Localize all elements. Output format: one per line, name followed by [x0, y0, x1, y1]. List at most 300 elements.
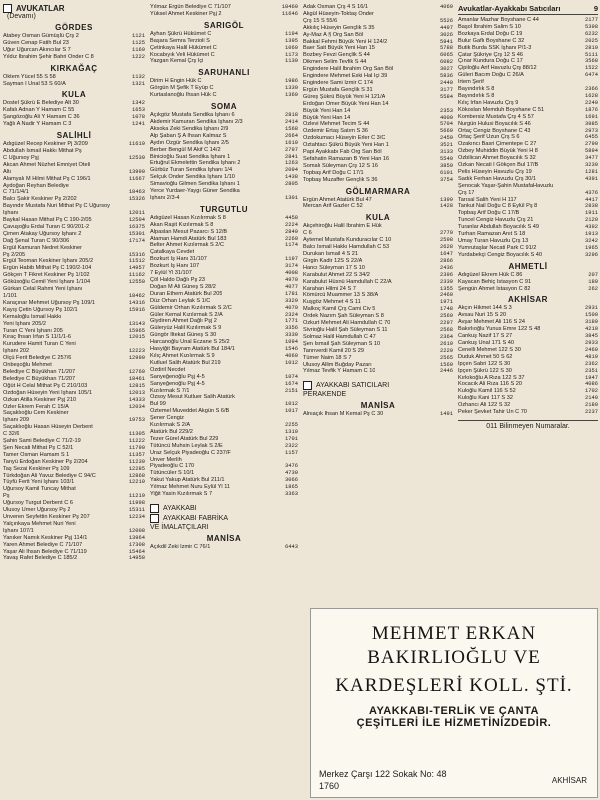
listing-name: Akdemir Kamuran Sendika İşhanı 2/3: [150, 118, 243, 125]
listing-name: Ergül Teoman Keskiner İşhanı 205/2: [3, 258, 94, 265]
listing-name: İrtem Şerif: [458, 79, 484, 86]
listing-phone: 4810: [585, 353, 598, 360]
listing-row: [303, 230, 453, 237]
listing-row: [303, 299, 453, 306]
listing-name: Atatürk Bul 229/2: [150, 428, 193, 435]
listing-name: Kutluel Salih Atatürk Bul 219: [150, 359, 221, 366]
listing-phone: 14957: [128, 265, 145, 272]
listing-phone: [143, 341, 145, 348]
listing-phone: [596, 183, 598, 190]
listing-row: [150, 119, 298, 126]
listing-row: [458, 340, 598, 347]
listing-row: [3, 272, 145, 279]
listing-phone: 3859: [440, 162, 453, 169]
listing-phone: 2436: [440, 264, 453, 271]
listing-phone: 3845: [585, 333, 598, 340]
listing-row: [3, 245, 145, 252]
listing-phone: [451, 223, 453, 230]
listing-phone: 3026: [440, 31, 453, 38]
listing-phone: 6065: [440, 52, 453, 59]
listing-row: [303, 362, 453, 369]
listing-name: Sayman İ Ünal 53 S 60/A: [3, 80, 66, 87]
listing-name: Düz Orhan Leylak S 1/C: [150, 297, 211, 304]
listing-row: [303, 80, 453, 87]
listing-row: [150, 38, 298, 45]
listing-name: Çınar Kundura Doğu C 17: [458, 58, 523, 65]
listing-row: [458, 72, 598, 79]
advertisement-box: [310, 608, 598, 798]
listing-phone: [296, 188, 298, 195]
listing-row: [3, 176, 145, 183]
ad-company-line-1: MEHMET ERKAN: [371, 623, 537, 644]
listing-phone: 1911: [585, 210, 598, 217]
listing-phone: 6474: [585, 72, 598, 79]
listing-name: Turhan Ramazan Anıt S 18: [458, 231, 526, 238]
listing-row: [458, 58, 598, 65]
listing-phone: 2805: [285, 181, 298, 188]
page-number: 9: [593, 4, 598, 13]
listing-name: Özakıncı Basri Çimentepe C 27: [458, 141, 537, 148]
listing-name: Saçaklıoğlu Cem Keskiner: [3, 410, 69, 417]
listing-row: [150, 249, 298, 256]
listing-phone: 3189: [585, 319, 598, 326]
listing-row: [458, 38, 598, 45]
listing-name: Turan C Yeni İşhanı 205: [3, 327, 63, 334]
listing-name: Akcan Ahmet Nüzhet Emniyet Oteli: [3, 161, 91, 168]
listing-phone: 5540: [440, 155, 453, 162]
section-title: SARUHANLI: [198, 68, 250, 78]
section-title: KULA: [61, 90, 87, 100]
listing-phone: 4497: [440, 24, 453, 31]
listing-phone: 1169: [132, 46, 145, 53]
listing-phone: 11667: [128, 175, 145, 182]
listing-name: Göküsoğlu Cemil Yeni İşhanı 1/104: [3, 279, 91, 286]
listing-row: [150, 181, 298, 188]
listing-name: Dikmen Selim Tevfik S 44: [303, 59, 367, 66]
listing-row: [303, 87, 453, 94]
listing-name: İşhanı 202: [3, 348, 30, 355]
listing-row: [458, 347, 598, 354]
listing-phone: 2440: [440, 79, 453, 86]
listing-phone: 15916: [128, 306, 145, 313]
listing-row: [3, 521, 145, 528]
listing-name: Avsau Nuri 15 S 20: [458, 312, 507, 319]
listing-phone: 1395: [285, 37, 298, 44]
listing-row: [3, 107, 145, 114]
category-item: [150, 504, 298, 513]
listing-phone: [143, 424, 145, 431]
listing-name: Aksoka Zeki Sendika İşhanı 2/9: [150, 125, 229, 132]
listing-phone: 1078: [132, 114, 145, 121]
listing-name: Piyadeoğlu C 170: [150, 463, 195, 470]
listing-name: Hasyiğit Bayram Atatürk Bul 184/1: [150, 346, 235, 353]
listing-name: Şenocak Yaşar-Şahin MustafaHavuzlu: [458, 182, 554, 189]
listing-phone: 1522: [585, 65, 598, 72]
listing-phone: [143, 410, 145, 417]
listing-phone: [296, 394, 298, 401]
listing-name: İpçen Şükrü 122 S 30: [458, 367, 512, 374]
listing-row: [458, 141, 598, 148]
listing-phone: 1546: [285, 346, 298, 353]
listing-name: Aydın Özgür Sendika İşhanı 2/5: [150, 139, 229, 146]
listing-name: Çöl Haldo Dağlı Pş 23: [150, 277, 206, 283]
listing-name: Görgün M Şefik T Eyüp C: [150, 85, 214, 92]
listing-phone: 2818: [285, 112, 298, 119]
listing-phone: [451, 11, 453, 18]
category-item: [303, 381, 453, 390]
listing-name: Kökoslan Memduh Boyshane C 51: [458, 106, 545, 113]
listing-phone: [143, 162, 145, 169]
listing-row: [150, 436, 298, 443]
listing-row: [3, 114, 145, 121]
listing-phone: [143, 245, 145, 252]
listing-row: [150, 126, 298, 133]
listing-phone: 17308: [128, 541, 145, 548]
listing-name: Sefahatin Ramazan B Yeni Han 16: [303, 155, 390, 162]
listing-row: [3, 438, 145, 445]
listing-row: [303, 115, 453, 122]
listing-row: [3, 265, 145, 272]
listing-phone: 1263: [285, 160, 298, 167]
listing-row: [458, 305, 598, 312]
listing-name: Ergün Habib Mithat Pş C 190/2-104: [3, 265, 92, 272]
listing-phone: 12015: [128, 334, 145, 341]
listing-row: [150, 229, 298, 236]
listing-phone: 4008: [285, 270, 298, 277]
listing-row: [3, 507, 145, 514]
ad-tagline-2: ÇEŞİTLERİ İLE HİZMETİNİZDEDİR.: [356, 717, 552, 729]
listing-name: Bulur Gaflı Boyshane C 32: [458, 37, 525, 44]
listing-name: Öğüt H Celal Mithat Pş C 210/103: [3, 382, 88, 389]
listing-name: C 71/1/4/1: [3, 189, 29, 196]
listing-row: [150, 353, 298, 360]
listing-row: [3, 493, 145, 500]
listing-phone: 1569: [440, 361, 453, 368]
listing-phone: 4730: [285, 470, 298, 477]
listing-row: [458, 183, 598, 190]
listing-name: Amanlar Mazhar Boyshane C 44: [458, 17, 539, 23]
listing-row: [458, 402, 598, 409]
listing-name: Altı: [3, 168, 12, 175]
listing-name: Akçehiroğlu Halil İbrahim E Hük: [303, 223, 382, 230]
listing-phone: 4069: [440, 4, 453, 10]
listing-phone: 12234: [128, 514, 145, 520]
listing-row: [458, 368, 598, 375]
listing-name: Bozkaya Erdal Doğu C 19: [458, 30, 523, 37]
listing-row: [3, 183, 145, 190]
listing-row: [150, 401, 298, 408]
listing-name: Akkılıç Hüseyin Gençlik S 35: [303, 24, 375, 31]
listing-phone: 3985: [585, 120, 598, 127]
listing-phone: 1130: [285, 58, 298, 65]
section-title: KULA: [365, 213, 391, 223]
listing-row: [303, 320, 453, 327]
listing-name: Şengün Ahmet İstasyon C 82: [458, 285, 531, 292]
listing-name: Kombersiz Mustafa Çrş 4 S 57: [458, 113, 534, 120]
listing-phone: 1428: [440, 203, 453, 210]
listing-name: Kayış Çetin Uğursoy Pş 102/1: [3, 306, 78, 313]
listing-phone: 18462: [128, 293, 145, 299]
listing-row: [303, 292, 453, 299]
listing-row: [150, 332, 298, 339]
listing-row: [458, 24, 598, 31]
listing-phone: 1330: [285, 85, 298, 92]
listing-row: [3, 210, 145, 217]
listing-phone: 2224: [285, 221, 298, 228]
listing-phone: 2396: [440, 271, 453, 278]
listing-row: [303, 411, 453, 418]
listing-row: [458, 148, 598, 155]
listing-phone: 3754: [440, 176, 453, 183]
listing-phone: 12868: [128, 472, 145, 479]
listing-phone: 11219: [128, 493, 145, 500]
listing-phone: [143, 486, 145, 493]
listing-phone: 1355: [440, 285, 453, 292]
listing-name: Umay Turan Havuzlu Çrş 13: [458, 238, 529, 244]
listing-row: [458, 375, 598, 382]
listing-row: [150, 92, 298, 99]
listing-name: C 6: [303, 230, 312, 237]
listing-row: [3, 162, 145, 169]
listing-row: [303, 177, 453, 184]
listing-phone: 2364: [440, 333, 453, 340]
listing-name: Belediye C Büyükhan 71/207: [3, 375, 76, 382]
listing-phone: 2770: [440, 230, 453, 237]
listing-row: [150, 45, 298, 52]
listing-name: Adak Osman Çrş 4 S 16/1: [303, 4, 368, 10]
listing-row: [458, 326, 598, 333]
listing-phone: 1012: [285, 359, 298, 366]
listing-row: [458, 190, 598, 197]
listing-name: Güven Cenap Fatih Bul 23: [3, 39, 69, 46]
listing-name: Duran Ethem Atatürk Bul 205: [150, 290, 223, 297]
listing-phone: 13143: [128, 320, 145, 327]
listing-name: Ertuğrul Ekmelettin Sendika İşhanı 2: [150, 160, 241, 167]
listing-phone: 1628: [585, 92, 598, 99]
listing-phone: 1702: [585, 388, 598, 395]
listing-name: Ortaç Şerif Uzun Çrş S 6: [458, 134, 520, 141]
listing-phone: 2849: [285, 228, 298, 235]
listing-row: [303, 197, 453, 204]
listing-phone: 1781: [285, 290, 298, 297]
listing-name: Cenelli Mehmet 122 S 30: [458, 346, 521, 353]
listing-row: [150, 394, 298, 401]
listing-name: Öztahtacı Şükrü Büyük Yeni Han 1: [303, 142, 389, 149]
listing-row: [303, 170, 453, 177]
listing-name: Erdoğan Ömer Büyük Yeni Han 14: [303, 100, 389, 107]
listing-name: Yılmaz Tevfik Y Hamam C 10: [303, 368, 376, 375]
listing-phone: 4391: [585, 175, 598, 182]
square-icon: [303, 381, 312, 390]
listing-phone: 1491: [440, 411, 453, 418]
listing-name: Yağlı A Nadir Y Hamam C 3: [3, 121, 72, 128]
listing-row: [458, 245, 598, 252]
listing-phone: 3177: [440, 86, 453, 93]
listing-phone: 4009: [440, 114, 453, 121]
listing-name: Ünveren Seyfettin Keskiner Pş 207: [3, 514, 90, 520]
listing-name: Özdemir Ertaş Satım S 36: [303, 128, 368, 135]
listing-phone: 2324: [285, 311, 298, 318]
listing-name: Özlevi Mehmet Tecim S 44: [303, 121, 370, 128]
listing-phone: 4060: [285, 352, 298, 359]
listing-phone: 2841: [285, 153, 298, 160]
listing-phone: 6455: [585, 134, 598, 141]
listing-name: Bozbey Fevzi Gençlik S 44: [303, 52, 370, 59]
listing-phone: 2140: [585, 395, 598, 402]
listing-name: Turanlar Abdullah Boyacılık S 49: [458, 224, 539, 231]
listing-phone: 1342: [132, 100, 145, 107]
listing-name: Tanyü Erdoğan Keskiner Pş 2/204: [3, 458, 88, 465]
listing-name: Ünver Merlih: [150, 456, 182, 463]
listing-phone: 2933: [585, 339, 598, 346]
listing-row: [3, 189, 145, 196]
section-title: SOMA: [211, 102, 237, 112]
listing-name: Tarısal Salih Yeni H 117: [458, 196, 517, 203]
listing-phone: [296, 249, 298, 256]
section-title: AHMETLİ: [508, 261, 548, 271]
listing-row: [458, 333, 598, 340]
listing-row: [150, 312, 298, 319]
listing-row: [150, 242, 298, 249]
listing-phone: 18460: [281, 4, 298, 10]
listing-phone: 1194: [285, 30, 298, 37]
listing-row: [150, 133, 298, 140]
listing-name: Giydiren Ahmet Dağlı Pşj 2: [150, 318, 217, 325]
listing-phone: 4210: [585, 326, 598, 333]
listing-phone: 12285: [128, 465, 145, 472]
listing-row: [303, 11, 453, 18]
listing-name: Uğursoy Turgut Derbent C 6: [3, 500, 73, 507]
listing-phone: 5111: [585, 51, 598, 58]
listing-name: Tankut Nail Doğu C 8 Eylül Pş 8: [458, 203, 538, 210]
listing-row: [3, 355, 145, 362]
listing-phone: 2598: [440, 237, 453, 244]
listing-row: [303, 39, 453, 46]
listing-phone: 12760: [128, 368, 145, 375]
listing-row: [150, 388, 298, 395]
listing-name: Sadık Ferhan Havuzlu Çrş 30/1: [458, 175, 537, 182]
listing-name: Balcı Şakir Keskiner Pş 2/202: [3, 196, 77, 203]
listing-row: [303, 251, 453, 258]
listing-name: 1/101: [3, 293, 17, 299]
listing-phone: 3521: [440, 142, 453, 149]
category-block: [303, 381, 453, 398]
listing-phone: 2810: [585, 44, 598, 51]
listing-row: [3, 196, 145, 203]
listing-name: Karahan Hilmi 24 S 7: [303, 285, 356, 292]
listing-row: [3, 404, 145, 411]
listing-phone: [451, 101, 453, 108]
listing-row: [3, 369, 145, 376]
listing-name: Adıgüzel Hasan Kızılırmak S 8: [150, 214, 226, 221]
listing-name: Ergül Kamuran Nedret Keskiner: [3, 244, 82, 251]
listing-row: [458, 388, 598, 395]
listing-phone: 11222: [128, 438, 145, 445]
listing-phone: [143, 148, 145, 155]
category-item-label: AYAKKABI SATICILARI: [316, 382, 390, 390]
listing-phone: 2025: [585, 37, 598, 44]
listing-name: Uraz Selçuk Piyadeoğlu C 237/F: [150, 449, 231, 456]
listing-row: [150, 4, 298, 11]
listing-phone: 2628: [440, 244, 453, 251]
category-item: [303, 391, 453, 398]
listing-phone: 3329: [285, 297, 298, 304]
category-item-label: AYAKKABI FABRİKA: [163, 515, 229, 522]
listing-row: [150, 140, 298, 147]
listing-name: Çatar Şükriye Çrş 12 S 46: [458, 51, 523, 58]
listing-phone: 12550: [128, 279, 145, 286]
listing-phone: 1132: [132, 73, 145, 80]
listing-row: [3, 341, 145, 348]
listing-phone: 5398: [585, 23, 598, 30]
listing-name: Ulusoy Allim Buğday Pazarı: [303, 361, 372, 368]
listing-name: Çimen Atakay Uğursoy İşhanı 2: [3, 230, 82, 237]
listing-name: Yavaş Rafet Belediye C 185/2: [3, 555, 78, 562]
listing-row: [303, 32, 453, 39]
listing-row: [303, 66, 453, 73]
listing-row: [303, 52, 453, 59]
listing-name: Özkurt Mehmet Ali Hamdullah C 70: [303, 320, 391, 327]
listing-phone: 1965: [585, 244, 598, 251]
listing-row: [303, 334, 453, 341]
listing-row: [150, 284, 298, 291]
listing-phone: 15311: [128, 507, 145, 514]
listing-row: [303, 25, 453, 32]
listing-row: [458, 100, 598, 107]
listing-row: [3, 549, 145, 556]
listing-name: Öktem Yücel 55 S 58: [3, 73, 56, 80]
listing-name: İpçen Sabri 122 S 30: [458, 360, 511, 367]
listing-phone: 6101: [440, 169, 453, 176]
listing-name: Güldemir Orhan Kızılırmak S 2/C: [150, 304, 232, 311]
listing-row: [150, 443, 298, 450]
listing-row: [150, 215, 298, 222]
listing-name: Tezer Gürel Atatürk Bul 229: [150, 435, 219, 442]
listing-name: Butik Burda SSK İşhanı P/1-3: [458, 44, 532, 51]
listing-name: Tütüncü Muhsin Leylak S 2/E: [150, 442, 223, 449]
listing-row: [303, 203, 453, 210]
listing-phone: 2339: [440, 278, 453, 285]
listing-name: C Uğursoy Pşj: [3, 154, 39, 161]
listing-name: Bayındırlık S 8: [458, 86, 495, 93]
listing-name: Yaşar Ali İhsan Belediye C 71/119: [3, 548, 87, 555]
column-1: [3, 4, 145, 800]
listing-phone: 2297: [440, 320, 453, 327]
listing-name: Çatalkaya Cevdet: [150, 249, 195, 256]
listing-row: [3, 121, 145, 128]
listing-row: [3, 258, 145, 265]
listing-row: [3, 169, 145, 176]
listing-name: Kılıç İrfan Havuzlu Çrş 9: [458, 99, 519, 106]
listing-phone: 2366: [585, 86, 598, 93]
listing-phone: 1647: [440, 251, 453, 257]
listing-name: Yılmaz Ergün Belediye C 71/107: [150, 4, 231, 10]
footer-note: 011 Bilinmeyen Numaralar.: [458, 420, 598, 430]
listing-name: Dirim H Engin Hük C: [150, 78, 202, 85]
listing-name: Tanrıverdi Kamil 20 S 29: [303, 347, 364, 354]
listing-phone: 1610: [285, 139, 298, 146]
listing-phone: 1653: [132, 107, 145, 114]
listing-name: Kafalı Adnan Y Hamam C 55: [3, 107, 75, 114]
listing-name: Ulusoy Ümer Uğursoy Pş 2: [3, 507, 71, 514]
listing-name: Berber Bengül M Akif C 14/2: [150, 146, 221, 153]
listing-name: Tümer Naim 18 S 7: [303, 354, 352, 361]
listing-phone: 2260: [285, 235, 298, 242]
listing-row: [303, 4, 453, 11]
listing-phone: 1321: [132, 80, 145, 87]
listing-name: Başara Semra Terzioli S: [150, 37, 210, 44]
listing-row: [458, 52, 598, 59]
